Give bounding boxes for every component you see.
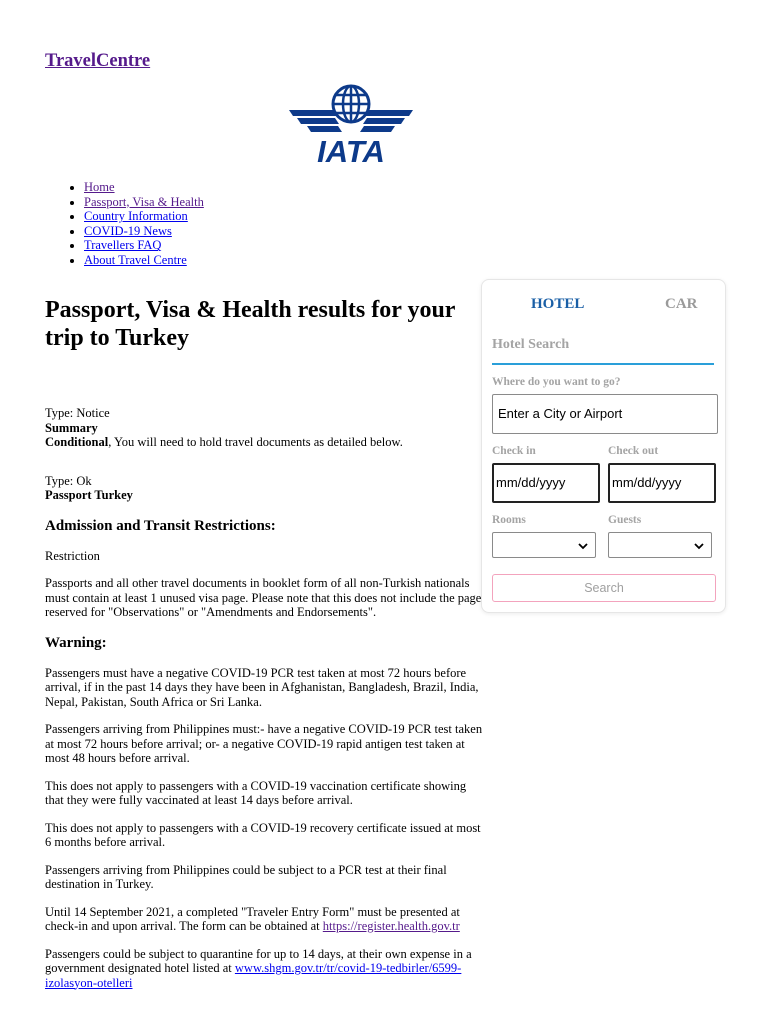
quarantine-paragraph: Passengers could be subject to quarantine for up to 14 days, at their own expense in a government designated hotel listed at www.shgm.gov.tr/tr/covid-19-tedbirler/6599-izolasyon-otelleri xyxy=(45,946,472,990)
results-content xyxy=(45,296,485,990)
tab-hotel[interactable]: HOTEL xyxy=(531,296,585,312)
ok-type: Type: Ok xyxy=(45,473,92,488)
checkout-date-input[interactable]: mm/dd/yyyy xyxy=(608,463,716,503)
warning-paragraph: This does not apply to passengers with a COVID-19 vaccination certificate showing that they were fully vaccinated at least 14 days before arrival. xyxy=(45,778,467,807)
ok-block xyxy=(45,474,485,503)
svg-text:IATA: IATA xyxy=(317,134,385,167)
destination-label: Where do you want to go? xyxy=(492,376,621,388)
title-underline xyxy=(492,363,714,365)
restriction-label: Restriction xyxy=(45,548,100,563)
hotel-search-title: Hotel Search xyxy=(492,337,570,352)
conditional-text: , You will need to hold travel documents as detailed below. xyxy=(108,435,403,449)
warning-heading: Warning: xyxy=(45,634,107,651)
checkin-label: Check in xyxy=(492,445,536,457)
nav-item-about-travel-centre xyxy=(84,253,204,268)
nav-item-country-information xyxy=(84,209,204,224)
hotel-search-widget xyxy=(481,279,726,613)
nav-link-about-travel-centre[interactable]: About Travel Centre xyxy=(84,252,187,267)
ok-heading: Passport Turkey xyxy=(45,488,133,502)
rooms-label: Rooms xyxy=(492,514,526,526)
restriction-text: Passports and all other travel documents in booklet form of all non-Turkish nationals must contain at least 1 unused visa page. Please note that this does not include the page reserved for "Observations" or "Amendments and Endorsements". xyxy=(45,576,482,619)
rooms-select[interactable] xyxy=(492,532,596,558)
notice-conditional xyxy=(45,435,485,450)
quarantine-hotels-link[interactable]: www.shgm.gov.tr/tr/covid-19-tedbirler/6599-izolasyon-otelleri xyxy=(45,961,462,990)
checkout-label: Check out xyxy=(608,445,659,457)
main-nav xyxy=(45,180,204,268)
guests-label: Guests xyxy=(608,514,642,526)
search-button[interactable]: Search xyxy=(492,574,716,602)
warning-paragraph: Passengers must have a negative COVID-19 PCR test taken at most 72 hours before arrival, if in the past 14 days they have been in Afghanistan, Bangladesh, Brazil, India, Nepal, Pakistan, South Africa or Sri Lanka. xyxy=(45,665,479,709)
nav-link-travellers-faq[interactable]: Travellers FAQ xyxy=(84,238,162,253)
travelcentre-link[interactable]: TravelCentre xyxy=(45,51,151,71)
chevron-down-icon xyxy=(578,541,588,551)
nav-link-passport-visa-health[interactable]: Passport, Visa & Health xyxy=(84,194,204,209)
nav-item-travellers-faq xyxy=(84,238,204,253)
notice-summary: Summary xyxy=(45,420,98,435)
admission-heading: Admission and Transit Restrictions: xyxy=(45,517,276,534)
entry-form-link[interactable]: https://register.health.gov.tr xyxy=(322,919,460,933)
nav-link-home[interactable]: Home xyxy=(84,180,115,194)
conditional-label: Conditional xyxy=(45,435,109,449)
chevron-down-icon xyxy=(694,541,704,551)
tab-car[interactable]: CAR xyxy=(665,296,698,312)
iata-logo xyxy=(285,83,417,167)
guests-select[interactable] xyxy=(608,532,712,558)
notice-block xyxy=(45,406,485,450)
page-title: Passport, Visa & Health results for your trip to Turkey xyxy=(45,297,456,351)
nav-item-passport-visa-health xyxy=(84,195,204,210)
warning-paragraph: This does not apply to passengers with a COVID-19 recovery certificate issued at most 6 months before arrival. xyxy=(45,820,481,849)
nav-link-covid-news[interactable]: COVID-19 News xyxy=(84,223,172,238)
checkin-date-input[interactable]: mm/dd/yyyy xyxy=(492,463,600,503)
notice-type: Type: Notice xyxy=(45,406,110,420)
warning-paragraph: Passengers arriving from Philippines could be subject to a PCR test at their final destination in Turkey. xyxy=(45,862,447,891)
nav-link-country-information[interactable]: Country Information xyxy=(84,209,188,224)
entry-form-paragraph: Until 14 September 2021, a completed "Traveler Entry Form" must be presented at check-in and upon arrival. The form can be obtained at https://register.health.gov.tr xyxy=(45,904,460,933)
warning-paragraph: Passengers arriving from Philippines must:- have a negative COVID-19 PCR test taken at most 72 hours before arrival; or- a negative COVID-19 rapid antigen test taken at most 48 hours before arrival. xyxy=(45,722,483,765)
nav-item-covid-news xyxy=(84,224,204,239)
destination-input[interactable]: Enter a City or Airport xyxy=(492,394,718,434)
nav-item-home xyxy=(84,180,204,195)
